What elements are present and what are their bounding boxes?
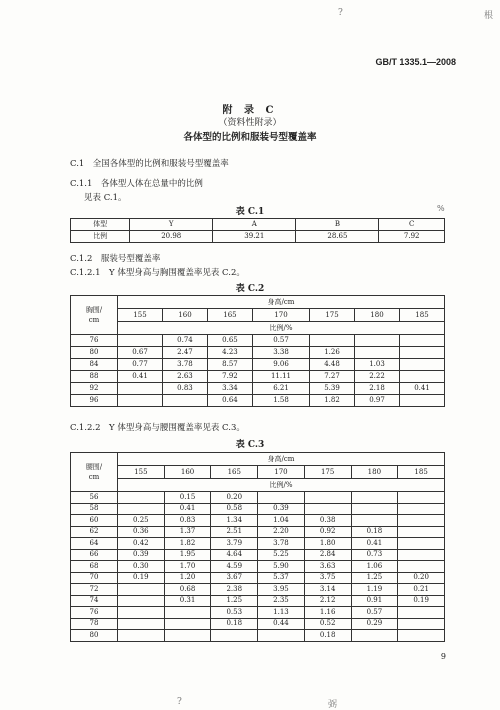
table-cell: 0.31: [164, 595, 211, 607]
page-number: 9: [440, 652, 446, 661]
table-cell: [118, 618, 165, 630]
table-cell: [398, 607, 445, 619]
table-cell: 4.59: [211, 561, 258, 573]
table-cell: [118, 383, 163, 395]
table-cell: 体型: [71, 219, 130, 231]
table-cell: 0.58: [211, 503, 258, 515]
table-row-header: 74: [71, 595, 118, 607]
table-cell: 2.38: [211, 584, 258, 596]
table-corner-header: 腰围/ cm: [71, 453, 118, 492]
table-cell: 7.92: [207, 371, 252, 383]
table-column-group-header: 身高/cm: [118, 296, 445, 309]
table-cell: 0.74: [162, 335, 207, 347]
table-cell: 3.75: [304, 572, 351, 584]
table-column-header: 155: [118, 309, 163, 322]
table-column-header: 180: [355, 309, 400, 322]
table-row: [71, 335, 445, 347]
table-cell: 7.27: [310, 371, 355, 383]
table-c3: [70, 452, 445, 642]
table-cell: [398, 526, 445, 538]
table-cell: 0.64: [207, 395, 252, 407]
section-c11-text: 见表 C.1。: [84, 193, 127, 203]
table-cell: 1.82: [164, 538, 211, 550]
table-cell: [304, 492, 351, 504]
table-cell: 0.20: [398, 572, 445, 584]
table-c1-caption: 表 C.1: [235, 207, 265, 217]
table-cell: 2.20: [258, 526, 305, 538]
table-cell: 2.18: [355, 383, 400, 395]
table-column-header: 160: [162, 309, 207, 322]
table-cell: [118, 395, 163, 407]
table-column-header: 185: [398, 466, 445, 479]
table-cell: 5.39: [310, 383, 355, 395]
table-column-header: 175: [304, 466, 351, 479]
table-row-header: 56: [71, 492, 118, 504]
table-cell: 1.06: [351, 561, 398, 573]
table-cell: 2.51: [211, 526, 258, 538]
table-cell: 28.65: [296, 231, 379, 243]
table-header-row: [71, 309, 445, 322]
table-column-header: 165: [211, 466, 258, 479]
table-cell: 8.57: [207, 359, 252, 371]
table-cell: 3.14: [304, 584, 351, 596]
table-c1: [70, 218, 445, 243]
table-row: [71, 383, 445, 395]
table-row: [71, 359, 445, 371]
table-cell: [351, 515, 398, 527]
table-cell: 0.73: [351, 549, 398, 561]
table-row-header: 76: [71, 607, 118, 619]
scan-mark-bottom-left: ?: [177, 697, 182, 707]
table-cell: 3.95: [258, 584, 305, 596]
table-cell: 0.39: [118, 549, 165, 561]
table-cell: 0.97: [355, 395, 400, 407]
table-header-row: [71, 322, 445, 335]
table-cell: [118, 503, 165, 515]
table-cell: [355, 335, 400, 347]
table-cell: [118, 335, 163, 347]
table-cell: [399, 395, 444, 407]
table-cell: 20.98: [130, 231, 213, 243]
table-cell: 2.84: [304, 549, 351, 561]
table-cell: [398, 538, 445, 550]
table-cell: 2.35: [258, 595, 305, 607]
table-cell: 1.95: [164, 549, 211, 561]
table-cell: 0.36: [118, 526, 165, 538]
table-cell: 3.67: [211, 572, 258, 584]
table-cell: [118, 492, 165, 504]
table-cell: 比例: [71, 231, 130, 243]
table-cell: 0.41: [399, 383, 444, 395]
table-cell: 0.41: [351, 538, 398, 550]
table-row: [71, 572, 445, 584]
table-cell: 0.15: [164, 492, 211, 504]
table-cell: 1.19: [351, 584, 398, 596]
table-cell: 0.77: [118, 359, 163, 371]
table-row-header: 96: [71, 395, 118, 407]
table-unit-header: 比例/%: [118, 322, 445, 335]
table-cell: 0.83: [164, 515, 211, 527]
table-row-header: 70: [71, 572, 118, 584]
table-cell: [118, 607, 165, 619]
table-cell: 1.70: [164, 561, 211, 573]
table-cell: [398, 503, 445, 515]
table-cell: 0.92: [304, 526, 351, 538]
appendix-heading: 各体型的比例和服装号型覆盖率: [183, 132, 317, 143]
table-cell: 0.44: [258, 618, 305, 630]
table-cell: Y: [130, 219, 213, 231]
table-cell: [258, 630, 305, 642]
table-cell: 3.78: [258, 538, 305, 550]
table-cell: 4.64: [211, 549, 258, 561]
table-row: [71, 492, 445, 504]
section-c122: C.1.2.2 Y 体型身高与腰围覆盖率见表 C.3。: [70, 423, 245, 433]
table-cell: 3.34: [207, 383, 252, 395]
table-corner-header: 胸围/ cm: [71, 296, 118, 335]
table-row: [71, 549, 445, 561]
standard-number: GB/T 1335.1—2008: [375, 57, 456, 67]
table-cell: 0.25: [118, 515, 165, 527]
table-cell: 0.41: [118, 371, 163, 383]
table-cell: [398, 549, 445, 561]
table-cell: 4.23: [207, 347, 252, 359]
table-cell: C: [379, 219, 445, 231]
table-row: [71, 584, 445, 596]
table-cell: 1.03: [355, 359, 400, 371]
table-cell: [351, 503, 398, 515]
table-row-header: 88: [71, 371, 118, 383]
table-cell: 0.57: [351, 607, 398, 619]
table-cell: 0.53: [211, 607, 258, 619]
table-cell: [399, 347, 444, 359]
table-cell: 0.41: [164, 503, 211, 515]
table-cell: 0.18: [211, 618, 258, 630]
table-cell: [118, 630, 165, 642]
table-row-header: 72: [71, 584, 118, 596]
appendix-subtitle: （资料性附录）: [218, 118, 282, 128]
table-c2-caption: 表 C.2: [235, 284, 265, 294]
table-cell: 0.83: [162, 383, 207, 395]
table-cell: [304, 503, 351, 515]
scan-mark-top-left: ?: [338, 8, 343, 18]
table-column-header: 170: [258, 466, 305, 479]
table-row: [71, 395, 445, 407]
table-cell: [351, 630, 398, 642]
appendix-title: 附 录 C: [222, 105, 278, 116]
table-row: [71, 618, 445, 630]
table-row: [71, 347, 445, 359]
table-cell: [164, 630, 211, 642]
section-c12: C.1.2 服装号型覆盖率: [70, 254, 161, 264]
table-row-header: 80: [71, 630, 118, 642]
table-cell: 1.16: [304, 607, 351, 619]
table-header-row: [71, 479, 445, 492]
table-cell: 0.65: [207, 335, 252, 347]
table-column-header: 165: [207, 309, 252, 322]
table-cell: 1.80: [304, 538, 351, 550]
table-row: [71, 607, 445, 619]
table-row-header: 66: [71, 549, 118, 561]
table-cell: [211, 630, 258, 642]
scan-mark-bottom-right: 弼: [328, 700, 338, 710]
table-row-header: 84: [71, 359, 118, 371]
table-row: [71, 561, 445, 573]
table-cell: A: [213, 219, 296, 231]
section-c1: C.1 全国各体型的比例和服装号型覆盖率: [70, 159, 229, 169]
table-row-header: 78: [71, 618, 118, 630]
table-cell: [355, 347, 400, 359]
table-row: [71, 538, 445, 550]
table-cell: [399, 359, 444, 371]
table-cell: 0.30: [118, 561, 165, 573]
table-cell: [398, 492, 445, 504]
table-cell: 0.42: [118, 538, 165, 550]
table-cell: 5.37: [258, 572, 305, 584]
table-c3-caption: 表 C.3: [235, 440, 265, 450]
table-cell: [398, 561, 445, 573]
table-row: [71, 503, 445, 515]
table-header-row: [71, 296, 445, 309]
table-cell: 1.34: [211, 515, 258, 527]
table-cell: [164, 607, 211, 619]
table-column-header: 170: [252, 309, 309, 322]
table-cell: 0.39: [258, 503, 305, 515]
table-cell: 1.37: [164, 526, 211, 538]
table-cell: 11.11: [252, 371, 309, 383]
table-row: [71, 219, 445, 231]
table-row: [71, 595, 445, 607]
table-column-header: 180: [351, 466, 398, 479]
table-cell: 4.48: [310, 359, 355, 371]
table-cell: [399, 371, 444, 383]
table-cell: 1.25: [351, 572, 398, 584]
table-row-header: 68: [71, 561, 118, 573]
table-cell: [398, 630, 445, 642]
table-c2: [70, 295, 445, 407]
table-cell: [398, 618, 445, 630]
table-row-header: 62: [71, 526, 118, 538]
table-cell: 0.19: [118, 572, 165, 584]
table-cell: 6.21: [252, 383, 309, 395]
table-cell: B: [296, 219, 379, 231]
table-cell: 9.06: [252, 359, 309, 371]
table-row-header: 58: [71, 503, 118, 515]
table-cell: 0.19: [398, 595, 445, 607]
table-row-header: 92: [71, 383, 118, 395]
table-cell: 0.57: [252, 335, 309, 347]
table-cell: 2.12: [304, 595, 351, 607]
table-cell: [162, 395, 207, 407]
scan-mark-top-right: 根: [484, 11, 494, 21]
table-cell: 1.04: [258, 515, 305, 527]
table-cell: 3.79: [211, 538, 258, 550]
table-c1-unit: %: [437, 204, 445, 213]
table-cell: 0.18: [351, 526, 398, 538]
table-cell: [164, 618, 211, 630]
table-cell: [118, 584, 165, 596]
table-cell: [351, 492, 398, 504]
table-unit-header: 比例/%: [118, 479, 445, 492]
table-cell: 2.22: [355, 371, 400, 383]
table-column-group-header: 身高/cm: [118, 453, 445, 466]
table-row-header: 80: [71, 347, 118, 359]
table-column-header: 185: [399, 309, 444, 322]
table-cell: 1.25: [211, 595, 258, 607]
table-row: [71, 630, 445, 642]
table-row-header: 76: [71, 335, 118, 347]
table-row-header: 64: [71, 538, 118, 550]
section-c121: C.1.2.1 Y 体型身高与胸围覆盖率见表 C.2。: [70, 268, 245, 278]
table-cell: [118, 595, 165, 607]
table-cell: 0.91: [351, 595, 398, 607]
table-cell: 39.21: [213, 231, 296, 243]
table-cell: 5.25: [258, 549, 305, 561]
table-column-header: 175: [310, 309, 355, 322]
table-cell: 3.38: [252, 347, 309, 359]
table-header-row: [71, 453, 445, 466]
table-row-header: 60: [71, 515, 118, 527]
table-cell: 0.18: [304, 630, 351, 642]
table-cell: [258, 492, 305, 504]
table-cell: 2.47: [162, 347, 207, 359]
table-cell: 5.90: [258, 561, 305, 573]
table-row: [71, 231, 445, 243]
section-c11: C.1.1 各体型人体在总量中的比例: [70, 179, 203, 189]
table-cell: 1.26: [310, 347, 355, 359]
table-cell: 7.92: [379, 231, 445, 243]
table-cell: 2.63: [162, 371, 207, 383]
table-cell: 1.20: [164, 572, 211, 584]
table-row: [71, 515, 445, 527]
table-cell: 0.67: [118, 347, 163, 359]
table-cell: 1.58: [252, 395, 309, 407]
table-cell: 0.20: [211, 492, 258, 504]
table-cell: 0.52: [304, 618, 351, 630]
table-cell: 1.13: [258, 607, 305, 619]
table-cell: 3.78: [162, 359, 207, 371]
table-cell: 0.68: [164, 584, 211, 596]
table-cell: [398, 515, 445, 527]
table-column-header: 155: [118, 466, 165, 479]
table-cell: [399, 335, 444, 347]
table-cell: 0.38: [304, 515, 351, 527]
table-cell: 1.82: [310, 395, 355, 407]
table-cell: [310, 335, 355, 347]
table-cell: 3.63: [304, 561, 351, 573]
table-cell: 0.21: [398, 584, 445, 596]
table-header-row: [71, 466, 445, 479]
table-row: [71, 371, 445, 383]
table-column-header: 160: [164, 466, 211, 479]
table-cell: 0.29: [351, 618, 398, 630]
table-row: [71, 526, 445, 538]
